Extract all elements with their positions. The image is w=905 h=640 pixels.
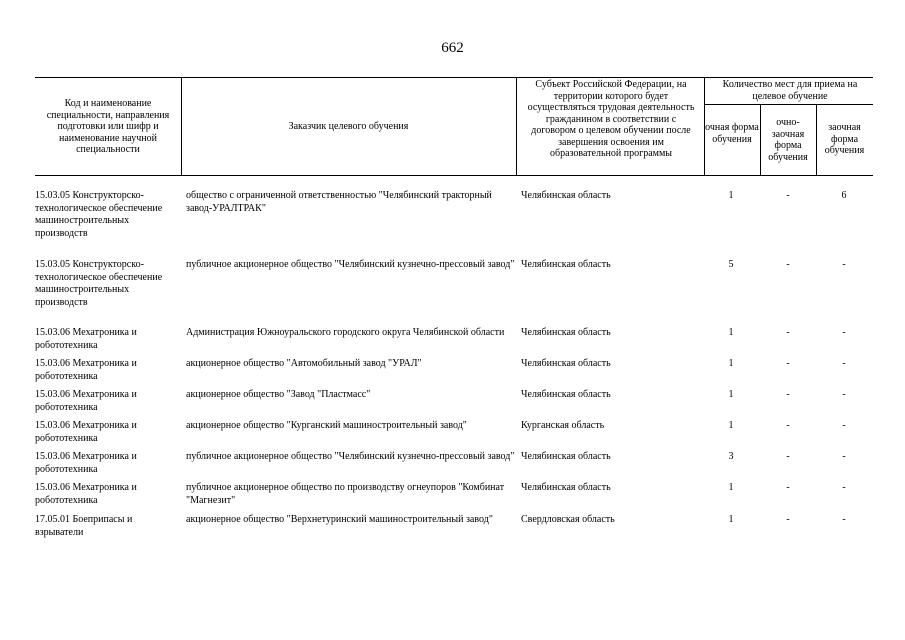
row-region: Челябинская область [521,451,611,462]
row-customer: акционерное общество "Автомобильный завод "УРАЛ" [186,358,422,369]
row-mixed: - [786,451,790,462]
row-parttime: - [842,259,846,270]
row-region: Челябинская область [521,259,611,270]
row-fulltime: 1 [728,327,734,338]
row-fulltime: 1 [728,420,734,431]
row-fulltime: 1 [728,358,734,369]
row-customer: акционерное общество "Верхнетуринский машиностроительный завод" [186,514,493,525]
row-parttime: - [842,389,846,400]
row-fulltime: 5 [728,259,734,270]
row-parttime: - [842,358,846,369]
page-number: 662 [441,40,464,56]
row-mixed: - [786,358,790,369]
row-mixed: - [786,389,790,400]
row-region: Челябинская область [521,482,611,493]
row-region: Свердловская область [521,514,615,525]
row-region: Челябинская область [521,327,611,338]
row-fulltime: 1 [728,389,734,400]
header-customer: Заказчик целевого обучения [288,121,409,132]
row-fulltime: 1 [728,514,734,525]
row-customer: Администрация Южноуральского городского округа Челябинской области [186,327,505,338]
row-code: 15.03.05 Конструкторско-технологическое обеспечение машиностроительных производств [35,259,163,308]
row-parttime: - [842,482,846,493]
row-region: Челябинская область [521,389,611,400]
row-customer: общество с ограниченной ответственностью "Челябинский тракторный завод-УРАЛТРАК" [186,190,492,214]
header-parttime: заочная форма обучения [824,122,865,156]
row-region: Челябинская область [521,358,611,369]
row-mixed: - [786,190,790,201]
row-mixed: - [786,514,790,525]
header-fulltime: очная форма обучения [705,122,759,145]
header-mixed: очно-заочная форма обучения [768,117,808,163]
row-mixed: - [786,482,790,493]
row-mixed: - [786,327,790,338]
row-fulltime: 3 [728,451,734,462]
header-quantity: Количество мест для приема на целевое обучение [722,79,858,102]
row-parttime: - [842,514,846,525]
row-code: 15.03.06 Мехатроника и робототехника [35,420,137,444]
row-code: 15.03.06 Мехатроника и робототехника [35,451,137,475]
row-code: 15.03.05 Конструкторско-технологическое обеспечение машиностроительных производств [35,190,163,239]
row-code: 15.03.06 Мехатроника и робототехника [35,482,137,506]
row-code: 15.03.06 Мехатроника и робототехника [35,389,137,413]
row-customer: публичное акционерное общество "Челябинский кузнечно-прессовый завод" [186,259,515,270]
row-region: Курганская область [521,420,605,431]
quantity-subheader-rule [704,104,873,105]
row-fulltime: 1 [728,190,734,201]
header-bottom-rule [35,175,873,176]
row-code: 15.03.06 Мехатроника и робототехника [35,327,137,351]
row-region: Челябинская область [521,190,611,201]
column-divider [516,77,517,175]
header-code: Код и наименование специальности, направления подготовки или шифр и наименование научной специальности [46,98,170,155]
row-customer: акционерное общество "Курганский машиностроительный завод" [186,420,467,431]
row-code: 17.05.01 Боеприпасы и взрыватели [35,514,133,538]
row-parttime: - [842,327,846,338]
row-parttime: - [842,420,846,431]
row-parttime: - [842,451,846,462]
row-customer: публичное акционерное общество по производству огнеупоров "Комбинат "Магнезит" [186,482,505,506]
row-code: 15.03.06 Мехатроника и робототехника [35,358,137,382]
row-fulltime: 1 [728,482,734,493]
row-parttime: 6 [841,190,847,201]
row-customer: публичное акционерное общество "Челябинский кузнечно-прессовый завод" [186,451,515,462]
row-customer: акционерное общество "Завод "Пластмасс" [186,389,371,400]
row-mixed: - [786,420,790,431]
header-top-rule [35,77,873,78]
header-region: Субъект Российской Федерации, на территории которого будет осуществляться трудовая деятельность гражданином в соответствии с договором о целевом обучении после завершения освоения им образовательной программы [527,79,695,159]
row-mixed: - [786,259,790,270]
